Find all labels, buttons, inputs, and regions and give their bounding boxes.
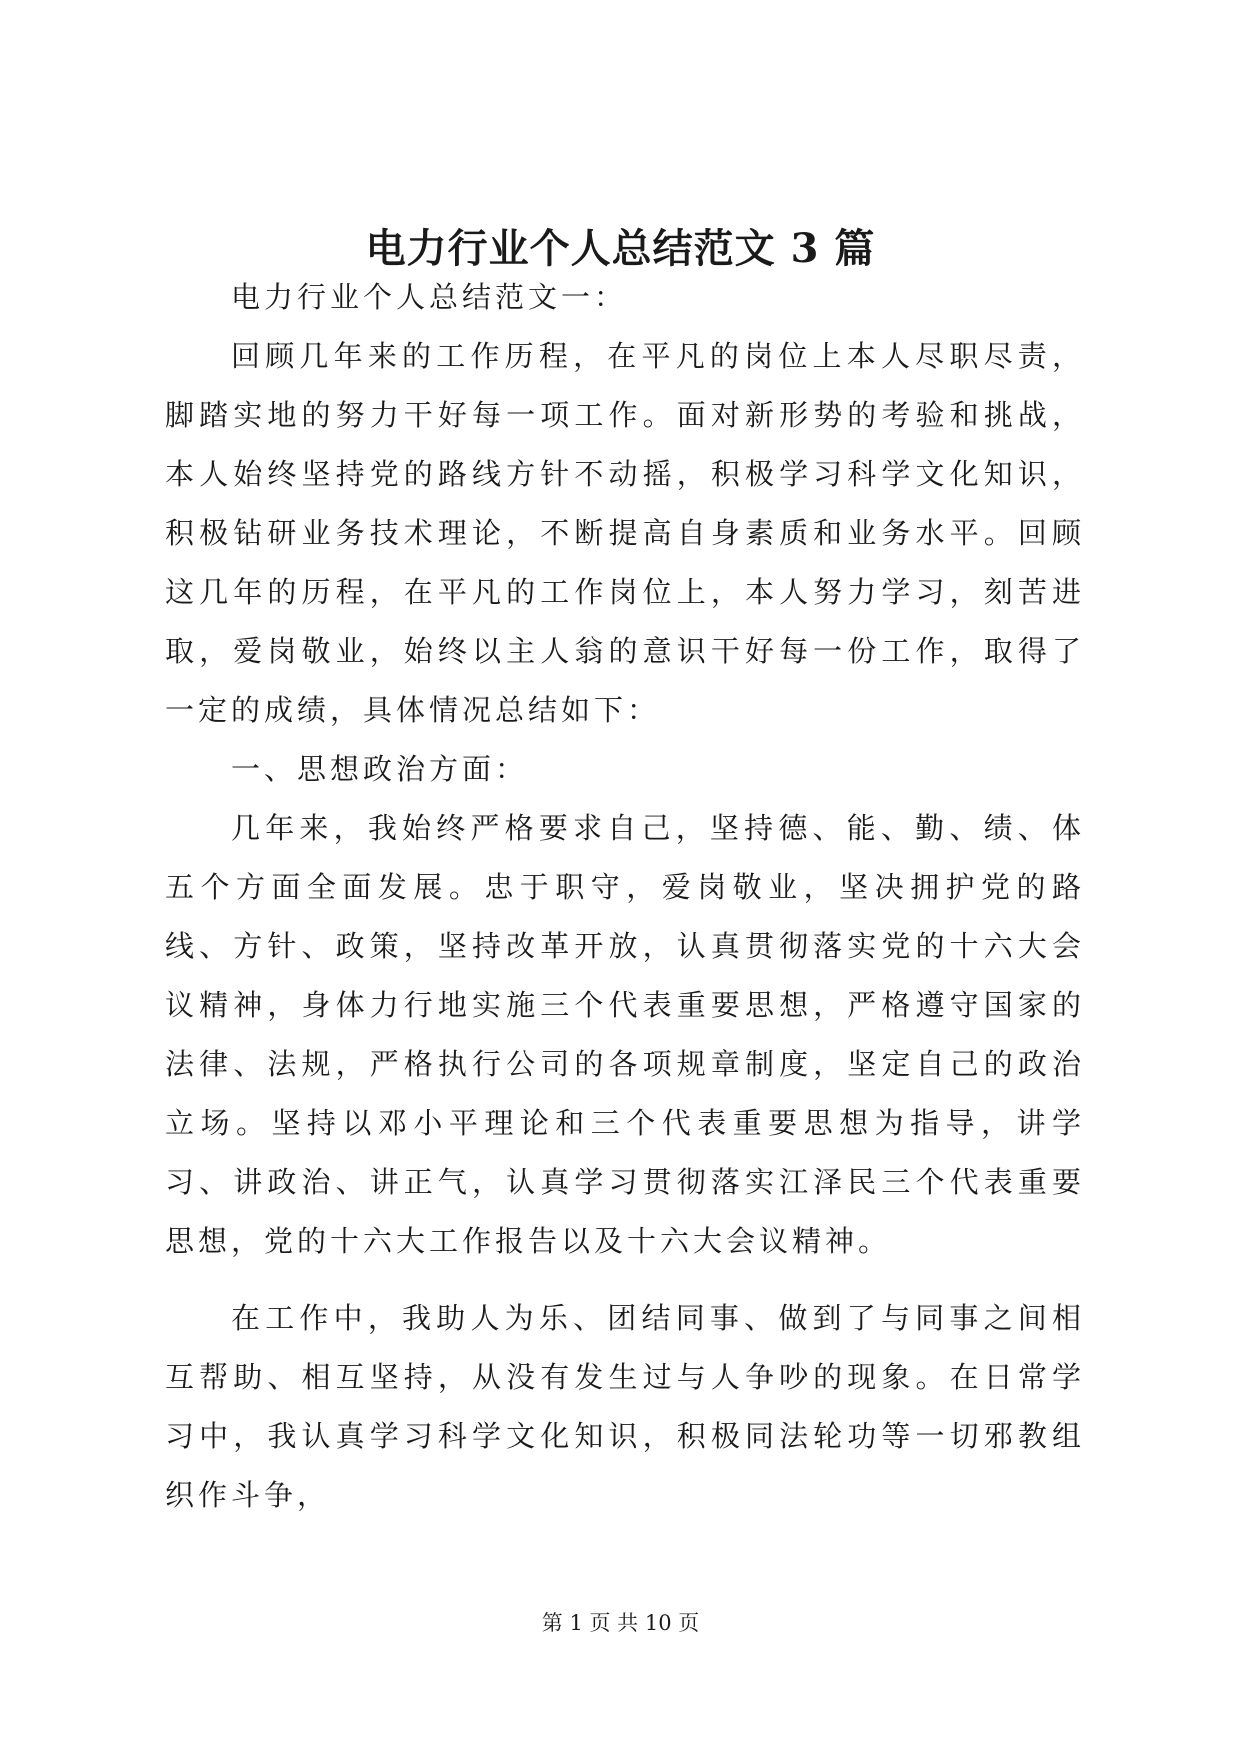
- document-title: 电力行业个人总结范文 3 篇: [365, 225, 876, 272]
- section-heading-ideology: 一、思想政治方面：: [231, 752, 529, 786]
- paragraph-spacer: [165, 1271, 1085, 1289]
- page-number-footer: 第 1 页 共 10 页: [541, 1611, 700, 1635]
- document-body: [165, 268, 1085, 1525]
- paragraph-ideology: 几年来，我始终严格要求自己，坚持德、能、勤、绩、体五个方面全面发展。忠于职守，爱岗敬业，坚决拥护党的路线、方针、政策，坚持改革开放，认真贯彻落实党的十六大会议精神，身体力行地实施三个代表重要思想，严格遵守国家的法律、法规，严格执行公司的各项规章制度，坚定自己的政治立场。坚持以邓小平理论和三个代表重要思想为指导，讲学习、讲政治、讲正气，认真学习贯彻落实江泽民三个代表重要思想，党的十六大工作报告以及十六大会议精神。: [165, 811, 1085, 1258]
- section-heading-sample-one: 电力行业个人总结范文一：: [231, 280, 628, 314]
- paragraph-review: 回顾几年来的工作历程，在平凡的岗位上本人尽职尽责，脚踏实地的努力干好每一项工作。面对新形势的考验和挑战，本人始终坚持党的路线方针不动摇，积极学习科学文化知识，积极钻研业务技术理论，不断提高自身素质和业务水平。回顾这几年的历程，在平凡的工作岗位上，本人努力学习，刻苦进取，爱岗敬业，始终以主人翁的意识干好每一份工作，取得了一定的成绩，具体情况总结如下：: [165, 339, 1085, 727]
- paragraph-work: 在工作中，我助人为乐、团结同事、做到了与同事之间相互帮助、相互坚持，从没有发生过与人争吵的现象。在日常学习中，我认真学习科学文化知识，积极同法轮功等一切邪教组织作斗争，: [165, 1301, 1085, 1512]
